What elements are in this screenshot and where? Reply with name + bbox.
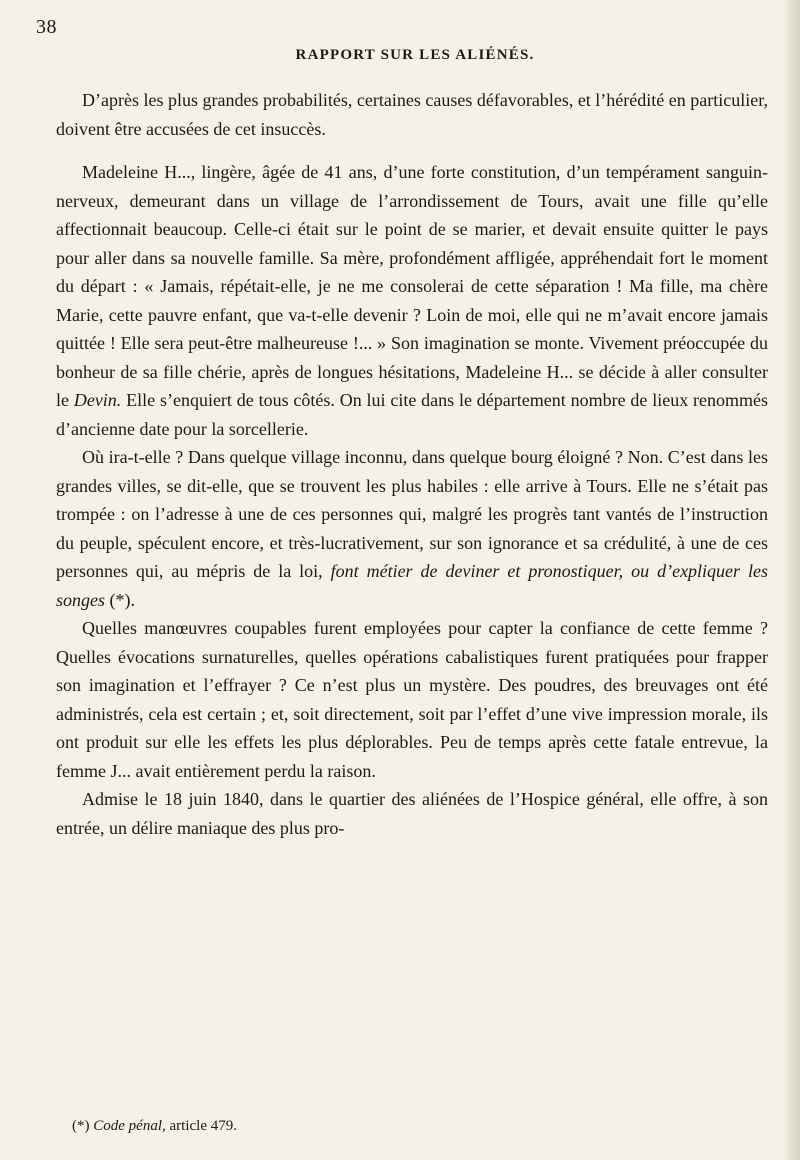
footnote-mark: (*)	[72, 1118, 90, 1134]
page-edge-shadow	[782, 0, 800, 1160]
running-title: RAPPORT SUR LES ALIÉNÉS.	[295, 47, 535, 63]
paragraph-5: Admise le 18 juin 1840, dans le quartier des aliénées de l’Hospice général, elle offre, à son entrée, un délire maniaque des plus pro-	[56, 789, 768, 838]
paragraph-4: Quelles manœuvres coupables furent employées pour capter la confiance de cette femme ? Quelles évocations surnaturelles, quelles opérations cabalistiques furent pratiquées pour frapper son imagination et l’effrayer ? Ce n’est plus un mystère. Des poudres, des breuvages ont été administrés, cela est certain ; et, soit directement, soit par l’effet d’une vive impression morale, ils ont produit sur elle les effets les plus déplorables. Peu de temps après cette fatale entrevue, la femme J... avait entièrement perdu la raison.	[56, 618, 768, 781]
main-text	[56, 86, 768, 842]
paragraph-1: D’après les plus grandes probabilités, certaines causes défavorables, et l’hérédité en particulier, doivent être accusées de cet insuccès.	[56, 90, 768, 139]
paragraph-2	[56, 158, 768, 443]
paragraph-2-tail: Elle s’enquiert de tous côtés. On lui cite dans le département nombre de lieux renommés d’ancienne date pour la sorcellerie.	[56, 390, 768, 439]
paragraph-3	[56, 443, 768, 614]
page-number: 38	[36, 16, 57, 38]
footnote-reference: (*).	[109, 589, 135, 610]
devin-italic: Devin.	[73, 390, 122, 410]
footnote-article: article 479.	[169, 1118, 237, 1134]
paragraph-3-text: Où ira-t-elle ? Dans quelque village inconnu, dans quelque bourg éloigné ? Non. C’est dans les grandes villes, se dit-elle, que se trouvent les plus habiles : elle arrive à Tours. Elle ne s’était pas trompée : on l’adresse à une de ces personnes qui, malgré les progrès tant vantés de l’instruction du peuple, spéculent encore, et très-lucrativement, sur son ignorance et sa crédulité, à une de ces personnes qui, au mépris de la loi,	[56, 447, 768, 581]
paragraph-2-text: Madeleine H..., lingère, âgée de 41 ans, d’une forte constitution, d’un tempérament sanguin-nerveux, demeurant dans un village de l’arrondissement de Tours, avait une fille qu’elle affectionnait beaucoup. Celle-ci était sur le point de se marier, et devait ensuite quitter le pays pour aller dans sa nouvelle famille. Sa mère, profondément affligée, appréhendait fort le moment du départ : « Jamais, répétait-elle, je ne me consolerai de cette séparation ! Ma fille, ma chère Marie, cette pauvre enfant, que va-t-elle devenir ? Loin de moi, elle qui ne m’avait encore jamais quittée ! Elle sera peut-être malheureuse !... » Son imagination se monte. Vivement préoccupée du bonheur de sa fille chérie, après de longues hésitations, Madeleine H... se décide à aller consulter le	[56, 162, 768, 410]
footnote	[72, 1118, 237, 1135]
footnote-source: Code pénal,	[93, 1118, 166, 1134]
font-metier-italic: font métier de deviner et pronostiquer, ou d’expliquer les songes	[56, 561, 768, 610]
